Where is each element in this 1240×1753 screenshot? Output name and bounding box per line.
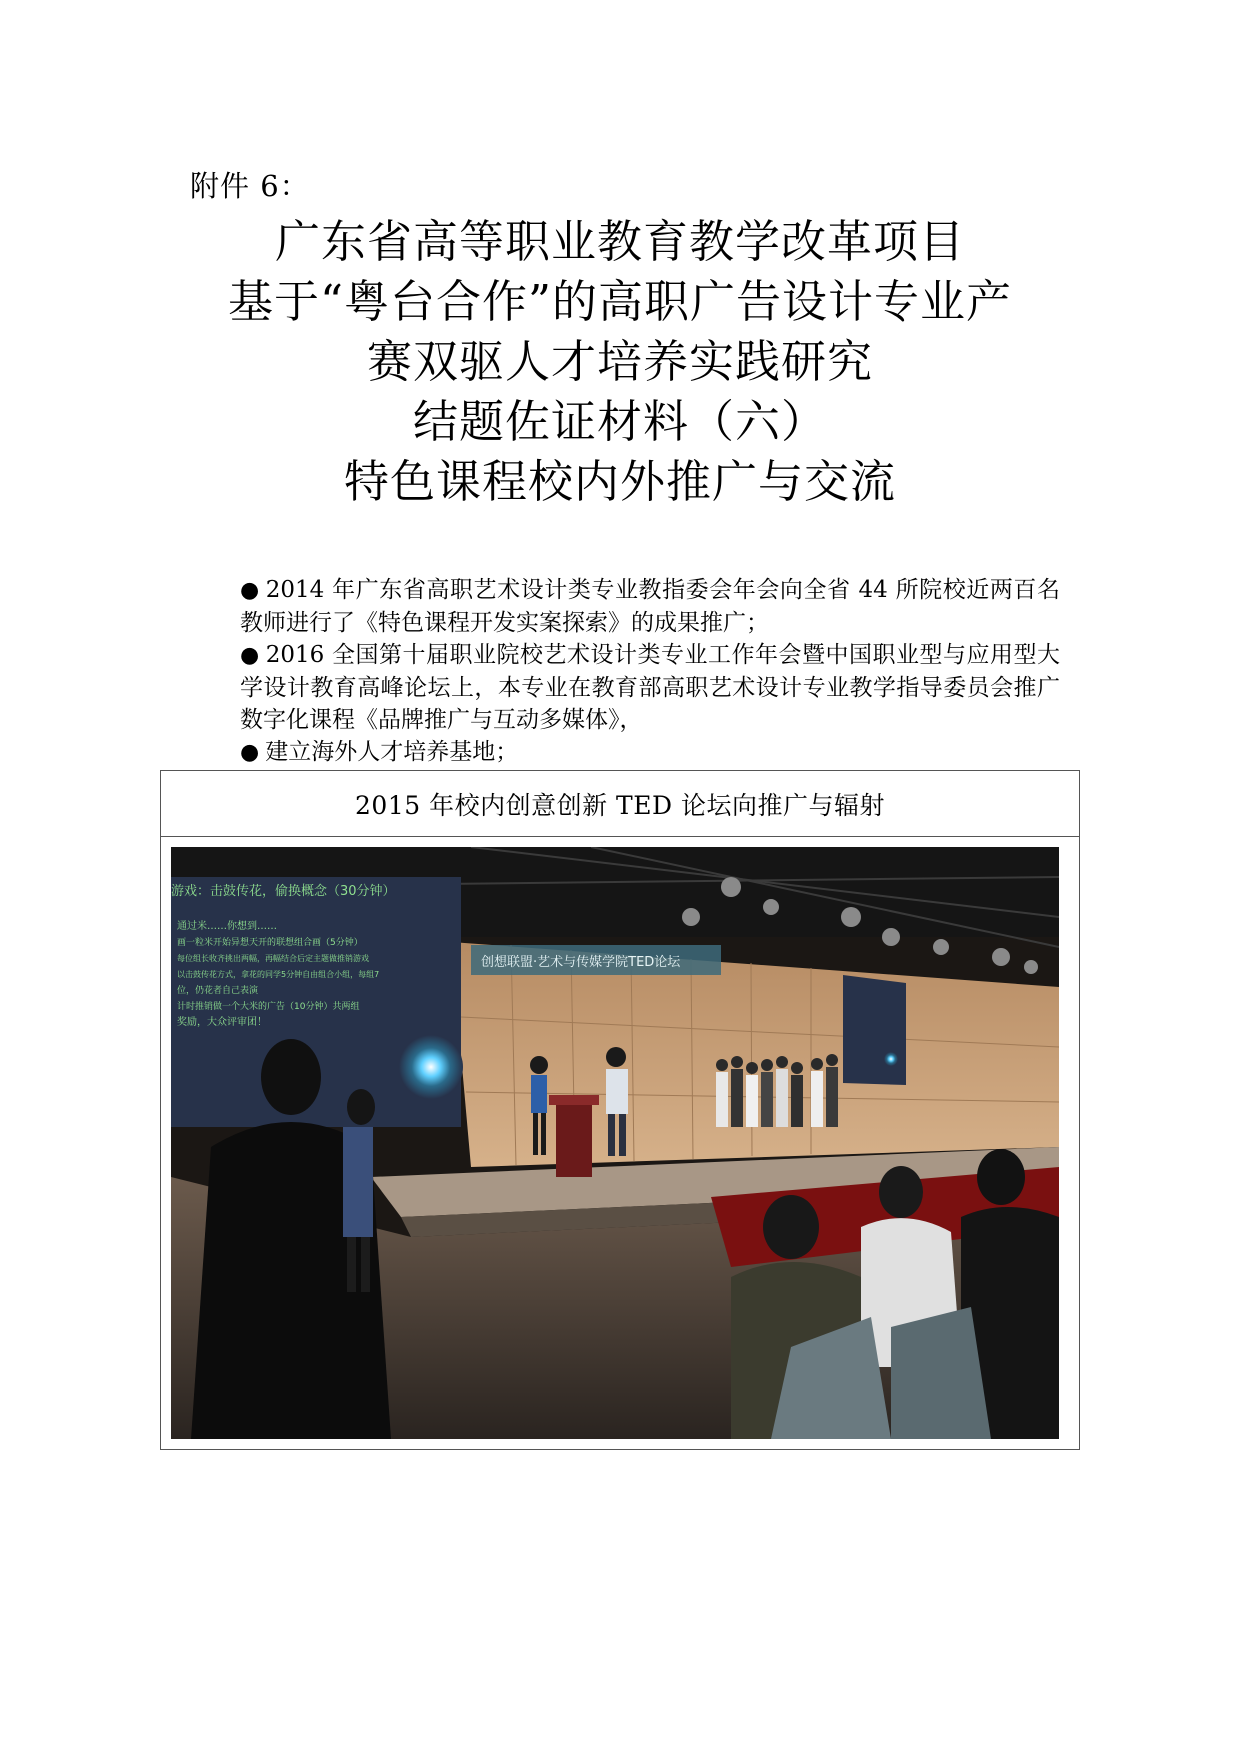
table-caption: 2015 年校内创意创新 TED 论坛向推广与辐射 xyxy=(161,771,1079,837)
bullet-text: 2016 全国第十届职业院校艺术设计类专业工作年会暨中国职业型与应用型大学设计教育高峰论坛上，本专业在教育部高职艺术设计专业教学指导委员会推广数字化课程《品牌推广与互动多媒体》， xyxy=(240,642,1060,733)
title-line-2: 基于“粤台合作”的高职广告设计专业产 xyxy=(227,275,1012,328)
bullet-text: 建立海外人才培养基地； xyxy=(265,739,519,765)
slide-line: 计时推销做一个大米的广告（10分钟）共两组 xyxy=(177,1002,360,1012)
title-line-1: 广东省高等职业教育教学改革项目 xyxy=(274,215,965,268)
title-line-3: 赛双驱人才培养实践研究 xyxy=(366,335,873,388)
slide-line: 画一粒米开始异想天开的联想组合画（5分钟） xyxy=(177,938,363,948)
attachment-label: 附件 6： xyxy=(190,169,310,203)
slide-line: 位，仍花者自己表演 xyxy=(177,986,259,996)
bullet-item xyxy=(240,639,1060,736)
event-photo xyxy=(171,847,1059,1439)
bullet-icon: ● xyxy=(240,578,260,603)
podium xyxy=(556,1102,592,1177)
bullet-icon: ● xyxy=(240,740,260,765)
title-line-5: 特色课程校内外推广与交流 xyxy=(343,455,896,508)
slide-graphic xyxy=(399,1035,463,1099)
student-group xyxy=(716,1054,838,1127)
slide-title: 游戏：击鼓传花，偷换概念（30分钟） xyxy=(171,884,396,899)
title-line-4: 结题佐证材料（六） xyxy=(412,395,827,448)
bullet-list xyxy=(240,574,1060,769)
slide-line: 以击鼓传花方式，拿花的同学5分钟自由组合小组，每组7 xyxy=(177,970,380,979)
right-slide-graphic xyxy=(884,1052,898,1066)
bullet-icon: ● xyxy=(240,643,260,668)
bullet-text: 2014 年广东省高职艺术设计类专业教指委会年会向全省 44 所院校近两百名教师进行了《特色课程开发实案探索》的成果推广； xyxy=(240,577,1060,636)
bullet-item xyxy=(240,574,1060,639)
document-title-block xyxy=(160,212,1080,512)
photo-table xyxy=(160,770,1080,1450)
slide-line: 每位组长收齐挑出两幅，再幅结合后定主题做推销游戏 xyxy=(177,954,369,963)
bullet-item xyxy=(240,736,1060,769)
right-projection-screen xyxy=(843,975,906,1085)
banner-text: 创想联盟·艺术与传媒学院TED论坛 xyxy=(481,955,681,970)
slide-line: 奖励，大众评审团！ xyxy=(177,1017,267,1028)
podium-top xyxy=(549,1095,599,1105)
slide-line: 通过米……你想到…… xyxy=(177,921,277,932)
